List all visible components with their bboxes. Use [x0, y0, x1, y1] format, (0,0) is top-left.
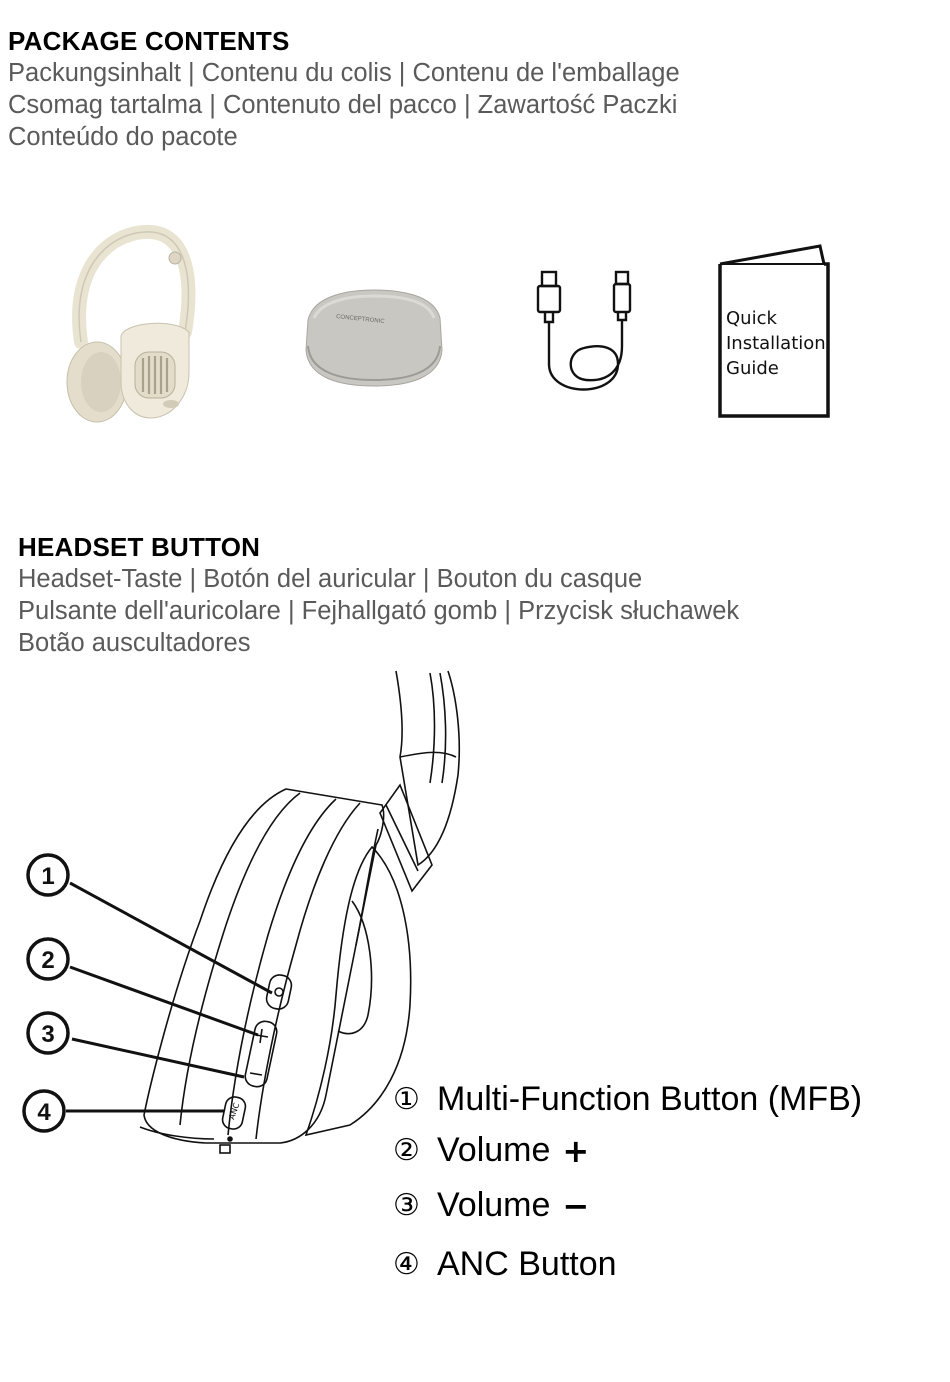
legend-item-volume-down — [393, 1186, 589, 1225]
headphones-icon — [55, 222, 205, 427]
headset-subtitle-line-3: Botão auscultadores — [18, 629, 251, 657]
package-subtitle-line-3: Conteúdo do pacote — [8, 123, 238, 151]
callout-number-3: 3 — [41, 1021, 55, 1048]
anc-marking-text: ANC — [227, 1101, 242, 1121]
headset-button-title: HEADSET BUTTON — [18, 532, 261, 562]
quick-guide-label-line: Installation — [726, 333, 826, 354]
callout-number-2: 2 — [41, 947, 55, 974]
usb-cable-icon — [530, 266, 640, 400]
legend-label: Volume — [437, 1186, 551, 1224]
case-brand-text: CONCEPTRONIC — [335, 314, 385, 326]
legend-number: ① — [393, 1082, 420, 1117]
legend-item-volume-up — [393, 1131, 589, 1170]
quick-guide-label — [726, 306, 826, 381]
legend-label: Multi-Function Button (MFB) — [437, 1080, 863, 1118]
callout-number-4: 4 — [37, 1099, 51, 1126]
quick-guide-label-line: Guide — [726, 358, 779, 379]
legend-item-anc — [393, 1245, 617, 1284]
legend-item-mfb — [393, 1080, 862, 1119]
headset-subtitle-line-1: Headset-Taste | Botón del auricular | Bouton du casque — [18, 565, 643, 593]
headset-subtitle-line-2: Pulsante dell'auricolare | Fejhallgató gomb | Przycisk słuchawek — [18, 597, 740, 625]
callout-number-1: 1 — [41, 863, 55, 890]
minus-icon: − — [562, 1186, 590, 1225]
carrying-case-icon — [300, 288, 448, 388]
package-contents-title: PACKAGE CONTENTS — [8, 26, 290, 56]
legend-number: ② — [393, 1133, 420, 1168]
plus-icon: + — [562, 1131, 590, 1170]
quick-guide-label-line: Quick — [726, 308, 777, 329]
legend-label: Volume — [437, 1131, 551, 1169]
package-subtitle-line-2: Csomag tartalma | Contenuto del pacco | Zawartość Paczki — [8, 91, 678, 119]
legend-number: ④ — [393, 1247, 420, 1282]
legend-label: ANC Button — [437, 1245, 617, 1283]
package-subtitle-line-1: Packungsinhalt | Contenu du colis | Contenu de l'emballage — [8, 59, 680, 87]
legend-number: ③ — [393, 1188, 420, 1223]
